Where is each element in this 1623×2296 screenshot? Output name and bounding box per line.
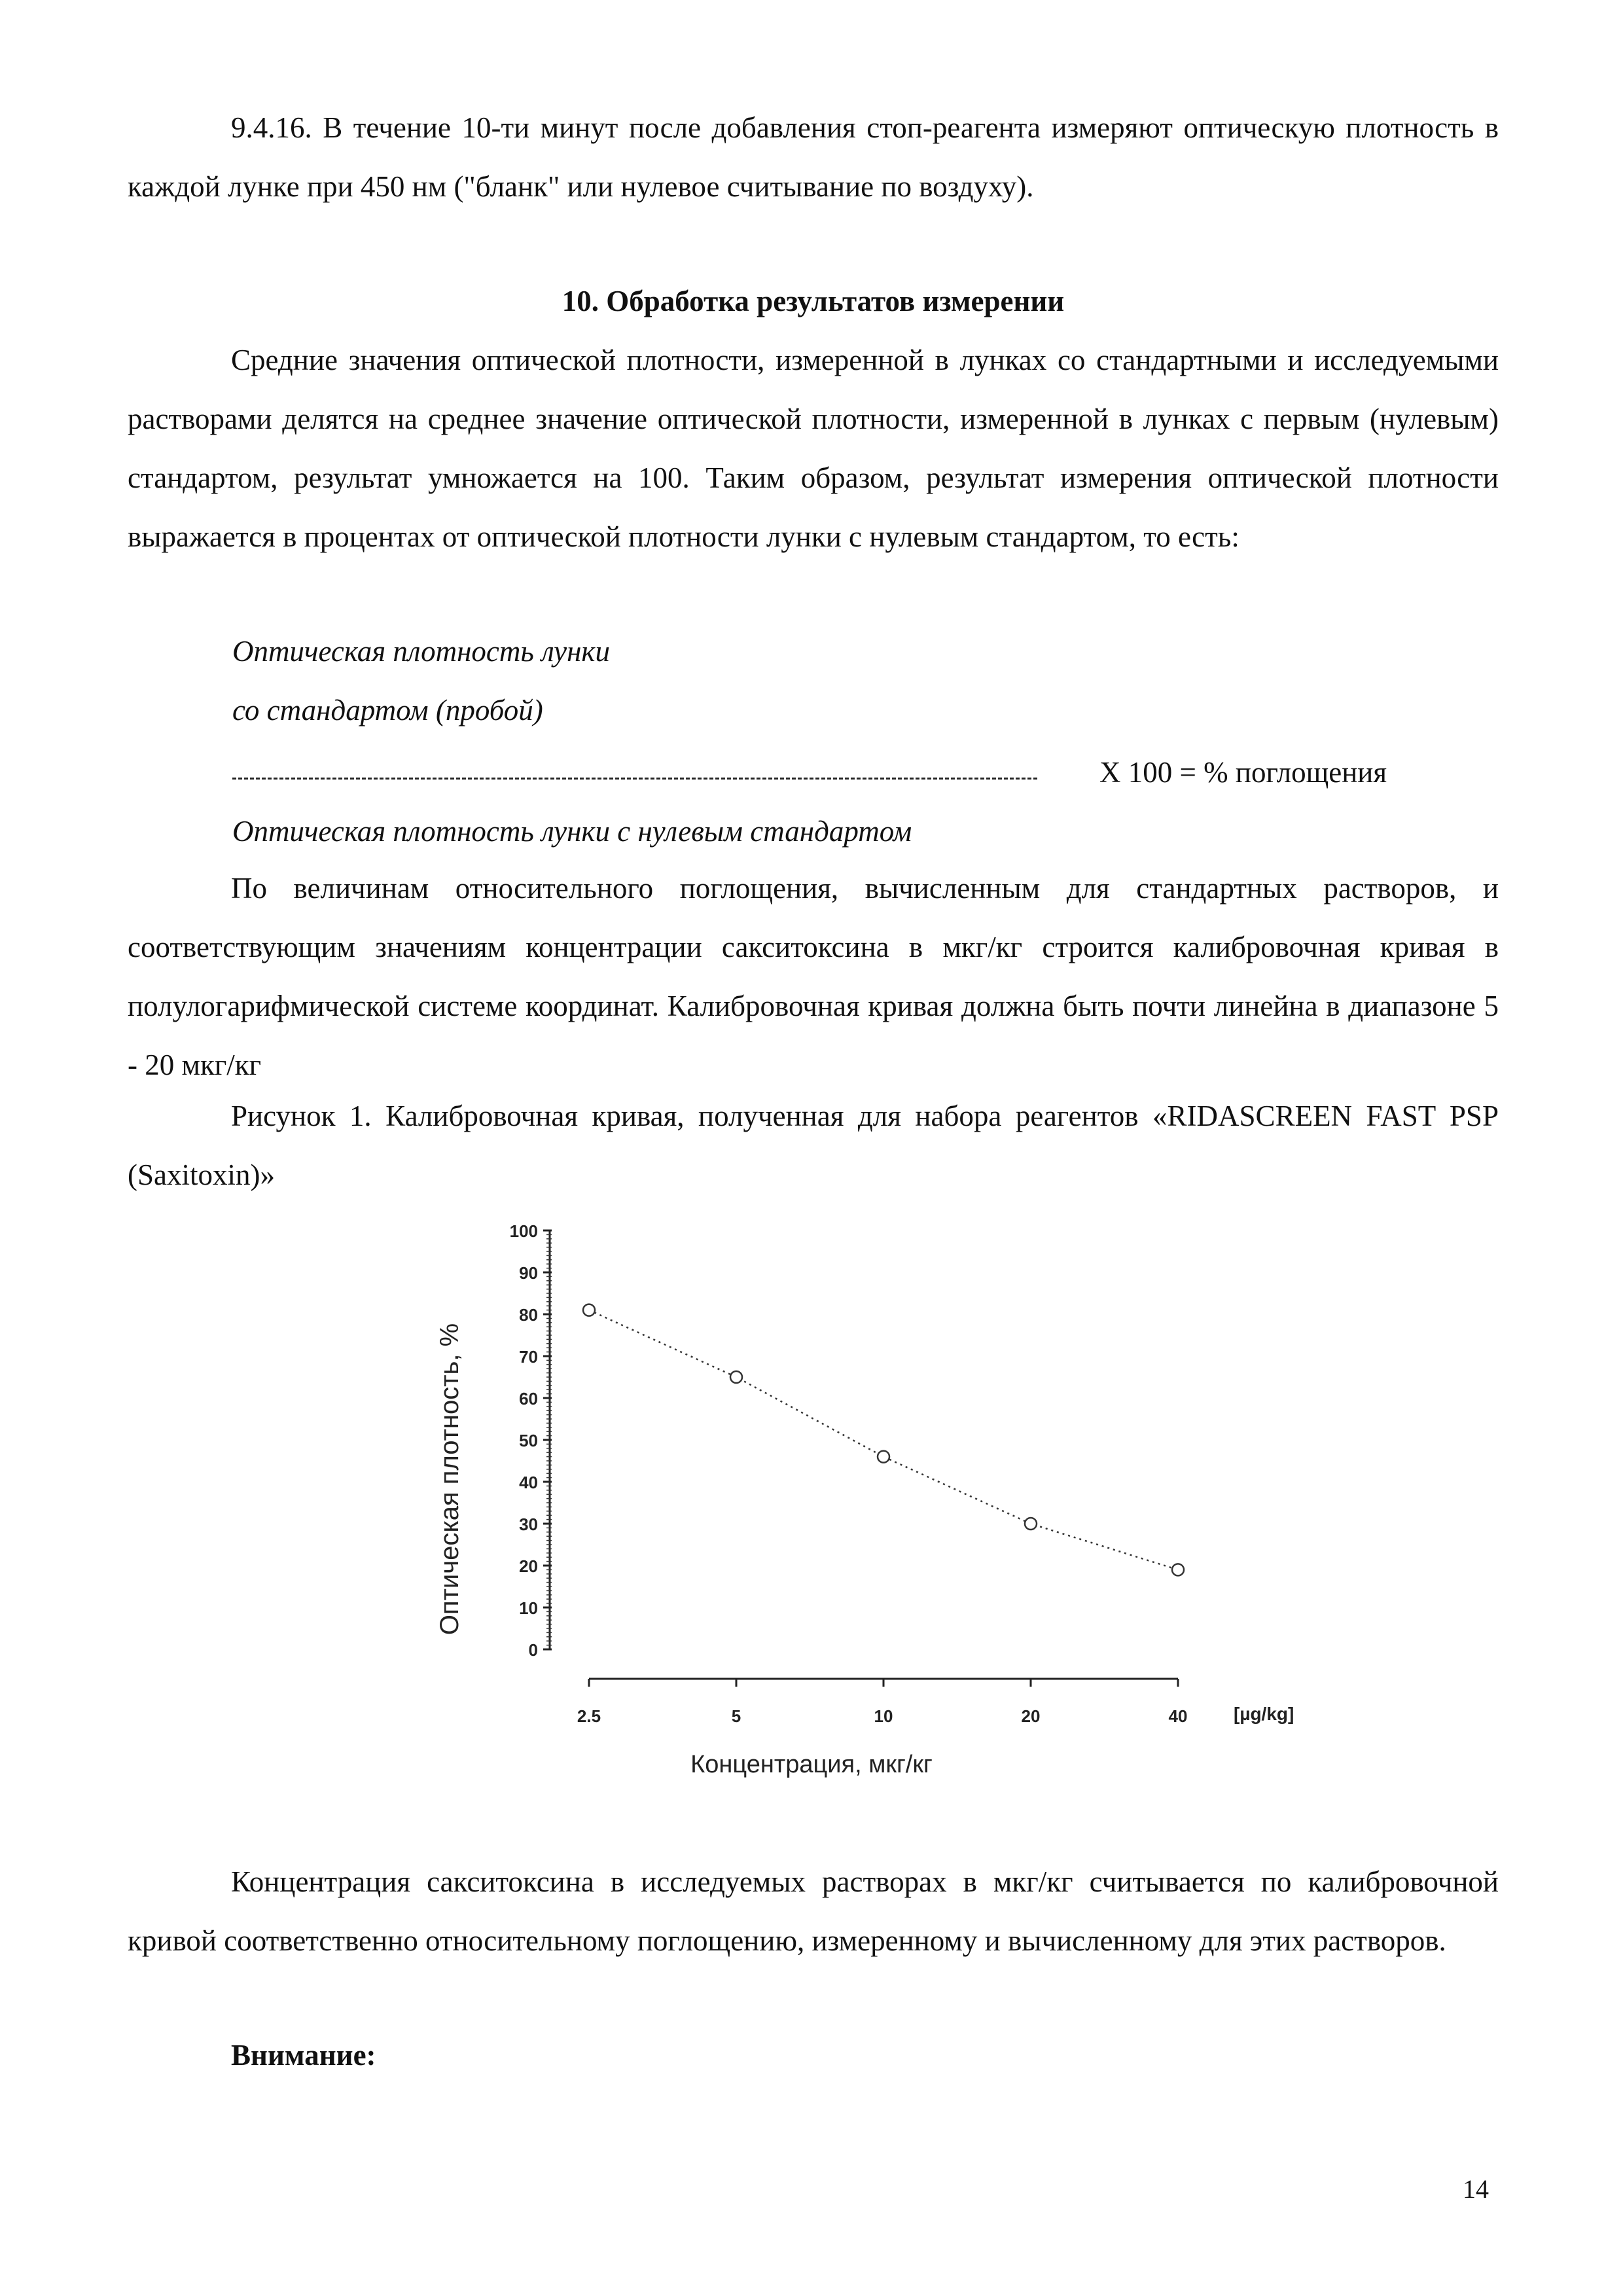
y-tick-label: 0 bbox=[528, 1640, 538, 1660]
x-tick-label: 20 bbox=[1021, 1706, 1041, 1726]
y-tick-label: 40 bbox=[519, 1473, 538, 1492]
data-point bbox=[1025, 1518, 1037, 1530]
y-tick-label: 60 bbox=[519, 1389, 538, 1408]
x-axis-unit-label: [µg/kg] bbox=[1234, 1704, 1294, 1724]
data-point bbox=[878, 1451, 889, 1463]
y-tick-label: 100 bbox=[509, 1221, 538, 1241]
calibration-curve bbox=[589, 1310, 1178, 1570]
paragraph-calibration: По величинам относительного поглощения, вычисленным для стандартных растворов, и соответствующим значениям концентрации сакситоксина в мкг/кг строится калибровочная кривая в полулогарифмической системе координат. Калибровочная кривая должна быть почти линейна в диапазоне 5 - 20 мкг/кг bbox=[128, 872, 1499, 1081]
formula-denominator: Оптическая плотность лунки с нулевым стандартом bbox=[232, 815, 912, 848]
y-axis-label: Оптическая плотность, % bbox=[435, 1323, 464, 1636]
y-tick-label: 80 bbox=[519, 1305, 538, 1325]
paragraph-9-4-16: 9.4.16. В течение 10-ти минут после добавления стоп-реагента измеряют оптическую плотность в каждой лунке при 450 нм ("бланк" или нулевое считывание по воздуху). bbox=[128, 111, 1499, 203]
formula-numerator-line1: Оптическая плотность лунки bbox=[232, 635, 610, 668]
y-tick-label: 50 bbox=[519, 1431, 538, 1450]
x-tick-label: 40 bbox=[1168, 1706, 1188, 1726]
x-axis-label: Концентрация, мкг/кг bbox=[690, 1751, 933, 1778]
section-title: 10. Обработка результатов измерении bbox=[562, 285, 1065, 317]
y-tick-label: 70 bbox=[519, 1347, 538, 1367]
y-tick-label: 30 bbox=[519, 1515, 538, 1534]
attention-label: Внимание: bbox=[231, 2039, 376, 2072]
x-tick-label: 2.5 bbox=[577, 1706, 601, 1726]
formula-fraction-line bbox=[232, 778, 1037, 780]
x-tick-label: 10 bbox=[874, 1706, 893, 1726]
y-tick-label: 20 bbox=[519, 1556, 538, 1576]
y-tick-label: 10 bbox=[519, 1598, 538, 1618]
y-tick-label: 90 bbox=[519, 1263, 538, 1283]
page-number: 14 bbox=[1463, 2174, 1489, 2204]
paragraph-reading: Концентрация сакситоксина в исследуемых растворах в мкг/кг считывается по калибровочной кривой соответственно относительному поглощению, измеренному и вычисленному для этих растворов. bbox=[128, 1865, 1499, 1957]
calibration-chart bbox=[419, 1217, 1322, 1806]
data-point bbox=[583, 1304, 595, 1316]
x-tick-label: 5 bbox=[731, 1706, 741, 1726]
data-point bbox=[730, 1371, 742, 1383]
data-point bbox=[1172, 1564, 1184, 1575]
formula-multiplier: X 100 = % поглощения bbox=[1099, 756, 1387, 789]
figure-caption: Рисунок 1. Калибровочная кривая, полученная для набора реагентов «RIDASCREEN FAST PSP (Saxitoxin)» bbox=[128, 1100, 1499, 1191]
calibration-chart-svg bbox=[419, 1217, 1322, 1806]
paragraph-processing: Средние значения оптической плотности, измеренной в лунках со стандартными и исследуемыми растворами делятся на среднее значение оптической плотности, измеренной в лунках с первым (нулевым) стандартом, результат умножается на 100. Таким образом, результат измерения оптической плотности выражается в процентах от оптической плотности лунки с нулевым стандартом, то есть: bbox=[128, 344, 1499, 553]
formula-numerator-line2: со стандартом (пробой) bbox=[232, 694, 543, 726]
